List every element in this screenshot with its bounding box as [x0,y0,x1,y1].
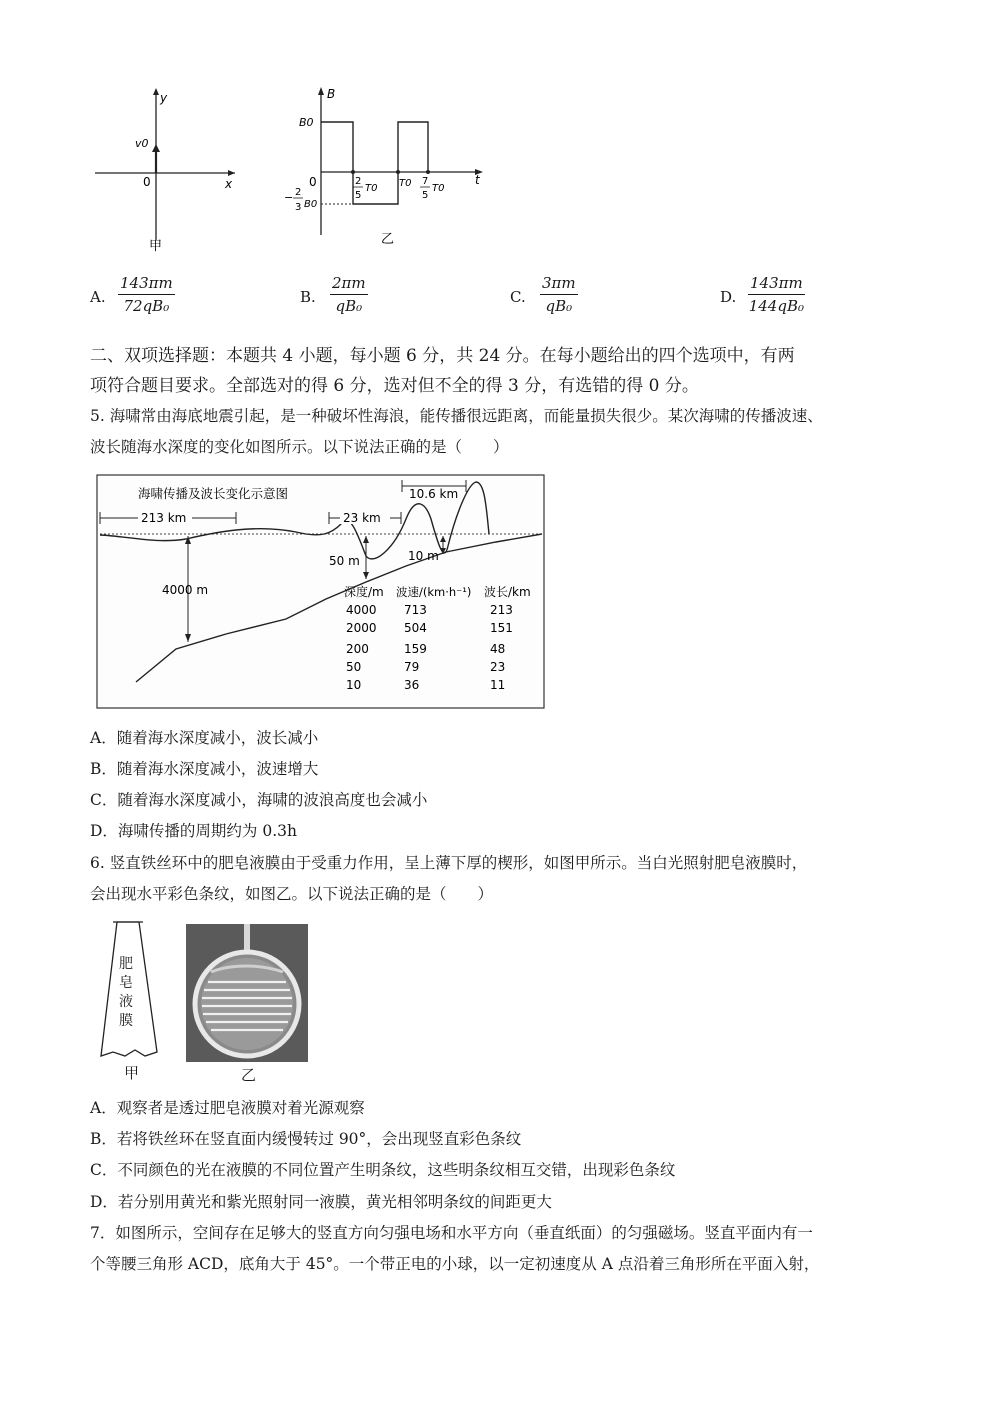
section2-line1: 二、双项选择题：本题共 4 小题，每小题 6 分，共 24 分。在每小题给出的四个选项中，有两 [90,346,795,366]
jia-caption: 甲 [149,239,163,254]
q5-stem-line2: 波长随海水深度的变化如图所示。以下说法正确的是（ ） [90,438,509,456]
q4-option-c-fraction [540,272,578,317]
yi-t3-unit: T0 [432,183,445,194]
q5-table-cell: 50 [346,660,362,674]
q5-table-header-depth: 深度/m [344,585,384,599]
svg-text:−: − [284,191,294,204]
jia-origin: 0 [143,175,151,189]
jia-y-label: y [160,91,168,105]
q7-stem-line1: 7．如图所示，空间存在足够大的竖直方向匀强电场和水平方向（垂直纸面）的匀强磁场。竖直平面内有一 [90,1224,813,1242]
q4-option-d-fraction [748,272,805,317]
q6-film-char: 液 [119,994,133,1010]
q5-table-cell: 23 [490,660,506,674]
q6-option-d: D．若分别用黄光和紫光照射同一液膜，黄光相邻明条纹的间距更大 [90,1193,552,1211]
q5-table-cell: 79 [404,660,420,674]
yi-B-label: B [327,87,336,101]
q6-stem-line1: 6. 竖直铁丝环中的肥皂液膜由于受重力作用，呈上薄下厚的楔形，如图甲所示。当白光照射肥皂液膜时， [90,854,808,872]
q5-label-23km: 23 km [343,511,381,525]
q5-option-c: C．随着海水深度减小，海啸的波浪高度也会减小 [90,791,428,809]
q6-stem-line2: 会出现水平彩色条纹，如图乙。以下说法正确的是（ ） [90,885,494,903]
yi-neg-num: 2 [295,187,302,198]
q5-table-header-wavelength: 波长/km [484,585,531,599]
q4-option-b-letter: B. [300,288,316,306]
q5-label-10m: 10 m [408,549,439,563]
q5-option-b: B．随着海水深度减小，波速增大 [90,760,319,778]
yi-neg-den: 3 [295,202,302,213]
yi-origin: 0 [309,175,317,189]
q4-option-a-fraction [118,272,175,317]
section2-line2: 项符合题目要求。全部选对的得 6 分，选对但不全的得 3 分，有选错的得 0 分。 [90,376,699,396]
q5-table-cell: 159 [404,642,427,656]
q6-caption-yi: 乙 [241,1066,257,1084]
yi-caption: 乙 [381,232,395,247]
q4-option-c-den: qB₀ [545,297,573,315]
q6-film-char: 肥 [119,956,133,972]
jia-v0: v0 [135,137,149,150]
q6-figure-yi [186,924,308,1062]
q6-option-b: B．若将铁丝环在竖直面内缓慢转过 90°，会出现竖直彩色条纹 [90,1130,522,1148]
q5-option-d: D．海啸传播的周期约为 0.3h [90,822,297,840]
q7-stem-line2: 个等腰三角形 ACD，底角大于 45°。一个带正电的小球，以一定初速度从 A 点沿着三角形所在平面入射， [90,1255,820,1273]
q4-option-d-den: 144qB₀ [748,297,804,315]
q5-table-cell: 151 [490,621,513,635]
q5-label-10-6km: 10.6 km [409,487,459,501]
q4-option-b-den: qB₀ [335,297,363,315]
q5-label-50m: 50 m [329,554,360,568]
q4-option-b-fraction [330,272,368,317]
q5-label-4000m: 4000 m [162,583,209,597]
yi-t3-den: 5 [422,190,429,201]
yi-t3-num: 7 [422,176,429,187]
q6-caption-jia: 甲 [124,1064,140,1082]
jia-x-label: x [225,177,233,191]
q5-table-cell: 504 [404,621,427,635]
yi-t-label: t [475,173,480,187]
q4-option-b-num: 2πm [330,272,368,295]
q5-table-header-speed: 波速/(km·h⁻¹) [396,585,472,599]
q6-film-char: 皂 [119,975,133,991]
q5-table-cell: 36 [404,678,420,692]
q5-table-cell: 48 [490,642,506,656]
yi-t2: T0 [399,178,412,189]
q4-option-c-num: 3πm [540,272,578,295]
q4-option-a-num: 143πm [118,272,175,295]
q6-option-c: C．不同颜色的光在液膜的不同位置产生明条纹，这些明条纹相互交错，出现彩色条纹 [90,1161,676,1179]
q5-label-213km: 213 km [141,511,187,525]
q4-option-d-num: 143πm [748,272,805,295]
q6-film-char: 膜 [119,1013,133,1029]
q4-option-c-letter: C. [510,288,526,306]
q5-table-cell: 2000 [346,621,377,635]
q5-stem-line1: 5. 海啸常由海底地震引起，是一种破坏性海浪，能传播很远距离，而能量损失很少。某次海啸的传播波速、 [90,407,823,425]
q5-table-cell: 11 [490,678,506,692]
q4-option-a-letter: A. [90,288,106,306]
top-figures [85,80,505,255]
q6-film-label [119,955,135,1031]
q5-option-a: A．随着海水深度减小，波长减小 [90,729,319,747]
q5-table-cell: 4000 [346,603,377,617]
yi-t1-den: 5 [355,190,362,201]
q5-table-cell: 10 [346,678,362,692]
q4-option-d-letter: D. [720,288,737,306]
q5-figure-title: 海啸传播及波长变化示意图 [138,486,289,501]
q5-table-cell: 213 [490,603,513,617]
q5-table-cell: 200 [346,642,369,656]
yi-t1-unit: T0 [365,183,378,194]
yi-t1-num: 2 [355,176,362,187]
q5-table-cell: 713 [404,603,427,617]
yi-neg-unit: B0 [304,199,318,210]
q6-option-a: A．观察者是透过肥皂液膜对着光源观察 [90,1099,365,1117]
q5-tsunami-figure [96,474,546,710]
yi-B0: B0 [299,116,314,129]
q4-option-a-den: 72qB₀ [123,297,170,315]
figure-yi [284,87,483,247]
figure-jia [95,88,235,254]
